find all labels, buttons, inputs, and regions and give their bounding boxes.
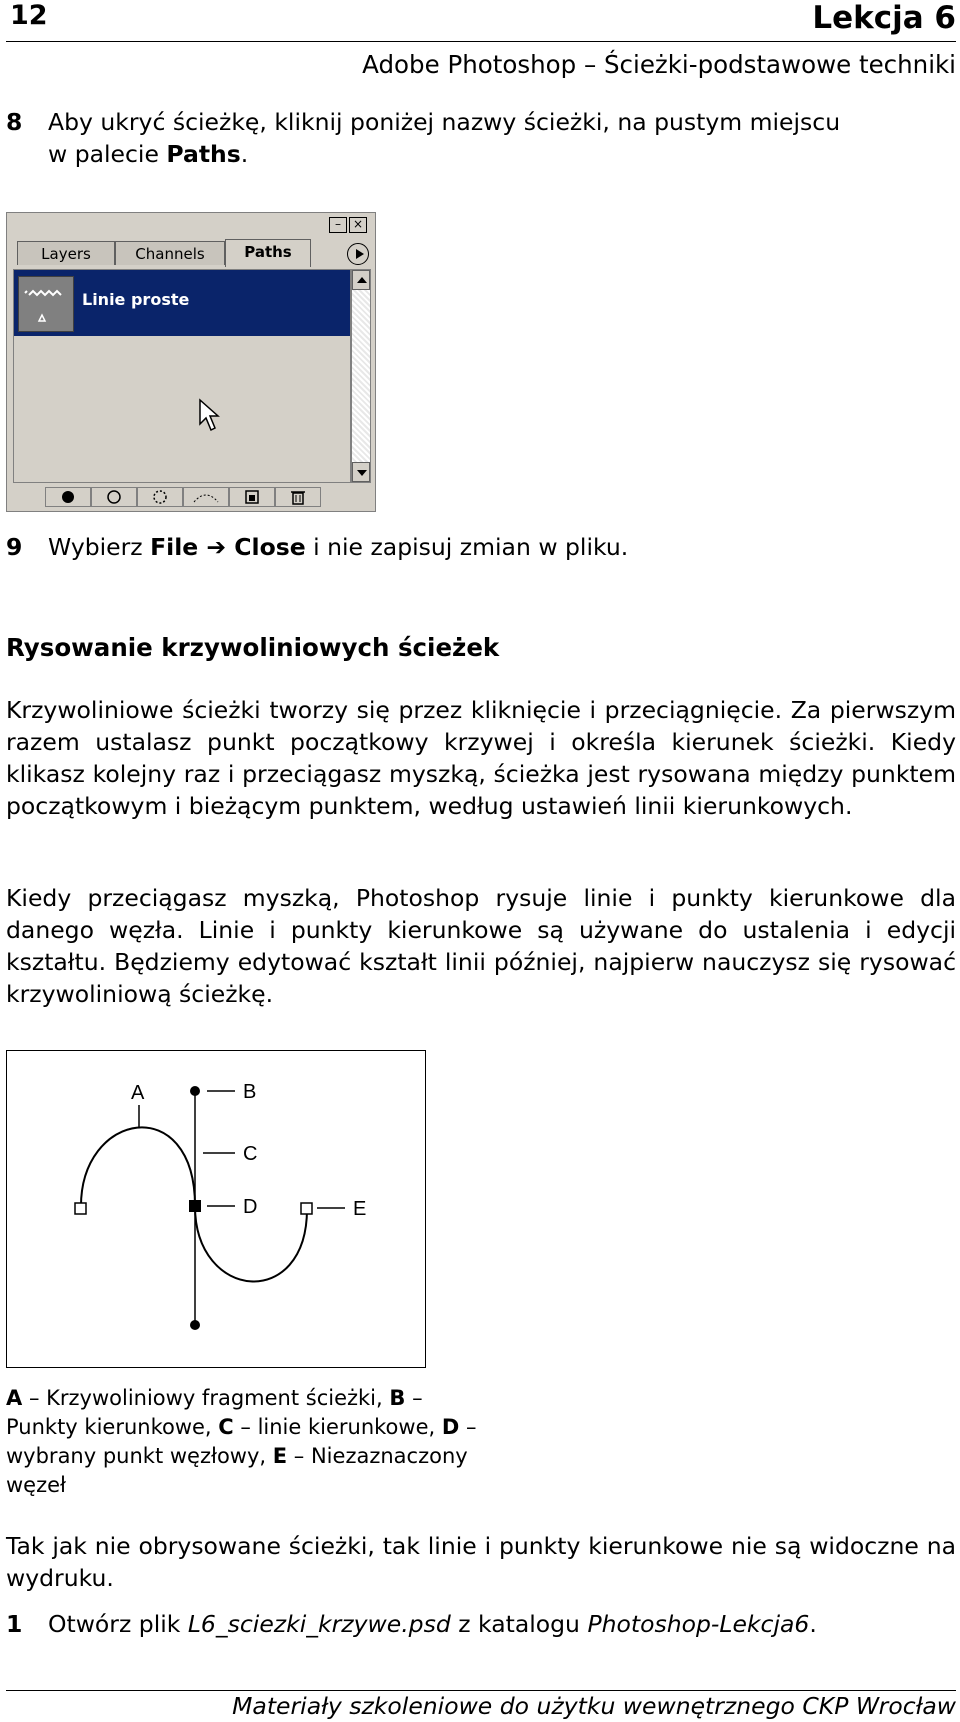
mouse-cursor-icon <box>198 398 222 434</box>
section-heading: Rysowanie krzywoliniowych ścieżek <box>6 633 500 662</box>
step-text-3: . <box>240 140 249 168</box>
palette-scrollbar[interactable] <box>351 269 371 483</box>
step-text: Otwórz plik <box>48 1610 188 1638</box>
selection-icon <box>138 488 182 506</box>
direction-point-bottom <box>190 1320 200 1330</box>
unselected-anchor-left <box>75 1203 86 1214</box>
tab-layers[interactable]: Layers <box>17 241 115 265</box>
selected-anchor-d <box>189 1200 201 1212</box>
caption-key-d: D <box>441 1415 460 1439</box>
path-item-linie-proste[interactable] <box>14 270 350 336</box>
caption-text-a: – Krzywoliniowy fragment ścieżki, <box>22 1386 390 1410</box>
paragraph-1: Krzywoliniowe ścieżki tworzy się przez kliknięcie i przeciągnięcie. Za pierwszym razem ustalasz punkt początkowy krzywej i określa kierunek ścieżki. Kiedy klikasz kolejny raz i przeciągasz myszką, ścieżka jest rysowana między punktem początkowym i bieżącym punktem, według ustawień linii kierunkowych. <box>6 696 956 820</box>
direction-point-top <box>190 1086 200 1096</box>
paragraph-2: Kiedy przeciągasz myszką, Photoshop rysuje linie i punkty kierunkowe dla danego węzła. Linie i punkty kierunkowe są używane do ustalenia i edycji kształtu. Będziemy edytować kształt linii później, najpierw nauczysz się rysować krzywoliniową ścieżkę. <box>6 884 956 1008</box>
fill-path-icon <box>46 488 90 506</box>
caption-text-b: – Punkty kierunkowe, <box>6 1386 423 1439</box>
step-number: 1 <box>6 1610 23 1638</box>
close-button[interactable]: × <box>349 217 367 233</box>
caption-key-b: B <box>389 1386 406 1410</box>
step-8 <box>6 106 840 170</box>
footer-divider <box>6 1690 956 1691</box>
label-e: E <box>353 1198 367 1220</box>
caption-key-e: E <box>272 1444 288 1468</box>
curved-segment-a <box>81 1127 195 1209</box>
tab-paths[interactable]: Paths <box>225 239 311 267</box>
caption-text-c: – linie kierunkowe, <box>233 1415 442 1439</box>
label-b: B <box>243 1081 257 1103</box>
new-path-icon <box>230 488 274 506</box>
arrow-icon: ➔ <box>198 533 235 561</box>
curve-path-diagram <box>6 1050 426 1368</box>
page-number: 12 <box>10 0 48 31</box>
close-keyword: Close <box>234 533 306 561</box>
step-text: Aby ukryć ścieżkę, kliknij poniżej nazwy ścieżki, na pustym miejscu <box>48 108 841 136</box>
step-9 <box>6 531 628 563</box>
palette-titlebar <box>7 213 375 237</box>
path-name: Linie proste <box>82 290 190 309</box>
paths-keyword: Paths <box>166 140 241 168</box>
step-number: 9 <box>6 533 23 561</box>
caption-text-e: – Niezaznaczony węzeł <box>6 1444 468 1497</box>
lesson-title: Lekcja 6 <box>812 0 956 36</box>
caption-text-d: – wybrany punkt węzłowy, <box>6 1415 477 1468</box>
diagram-caption <box>6 1384 486 1500</box>
header-divider <box>6 41 956 42</box>
minimize-button[interactable]: – <box>329 217 347 233</box>
caption-key-c: C <box>218 1415 234 1439</box>
unselected-anchor-e <box>301 1203 312 1214</box>
file-name: L6_sciezki_krzywe.psd <box>187 1610 451 1638</box>
palette-tabs <box>11 239 371 267</box>
delete-path-button[interactable] <box>275 487 321 507</box>
fill-path-button[interactable] <box>45 487 91 507</box>
paragraph-3: Tak jak nie obrysowane ścieżki, tak linie i punkty kierunkowe nie są widoczne na wydruku. <box>6 1532 956 1592</box>
scroll-up-button[interactable] <box>352 270 370 290</box>
footer-text: Materiały szkoleniowe do użytku wewnętrznego CKP Wrocław <box>232 1692 956 1720</box>
stroke-path-icon <box>92 488 136 506</box>
new-path-button[interactable] <box>229 487 275 507</box>
paths-list[interactable] <box>13 269 351 483</box>
folder-name: Photoshop-Lekcja6 <box>587 1610 810 1638</box>
trash-icon <box>276 488 320 506</box>
file-keyword: File <box>150 533 199 561</box>
palette-menu-arrow-icon[interactable] <box>347 243 369 265</box>
paths-palette <box>6 212 376 512</box>
label-d: D <box>243 1196 258 1218</box>
step-text-2: w palecie <box>48 140 167 168</box>
scroll-down-button[interactable] <box>352 462 370 482</box>
palette-button-bar <box>13 487 371 507</box>
step-1 <box>6 1608 817 1640</box>
load-selection-button[interactable] <box>137 487 183 507</box>
step-number: 8 <box>6 108 23 136</box>
label-c: C <box>243 1143 258 1165</box>
stroke-path-button[interactable] <box>91 487 137 507</box>
caption-key-a: A <box>6 1386 23 1410</box>
step-text: Wybierz <box>48 533 151 561</box>
work-path-icon <box>184 488 228 506</box>
document-subtitle: Adobe Photoshop – Ścieżki-podstawowe techniki <box>362 50 956 79</box>
step-text-3: . <box>809 1610 817 1638</box>
step-text-2: i nie zapisuj zmian w pliku. <box>305 533 629 561</box>
label-a: A <box>131 1082 145 1104</box>
step-text-2: z katalogu <box>450 1610 588 1638</box>
tab-channels[interactable]: Channels <box>115 241 225 265</box>
path-thumbnail-icon <box>18 276 74 332</box>
make-work-path-button[interactable] <box>183 487 229 507</box>
